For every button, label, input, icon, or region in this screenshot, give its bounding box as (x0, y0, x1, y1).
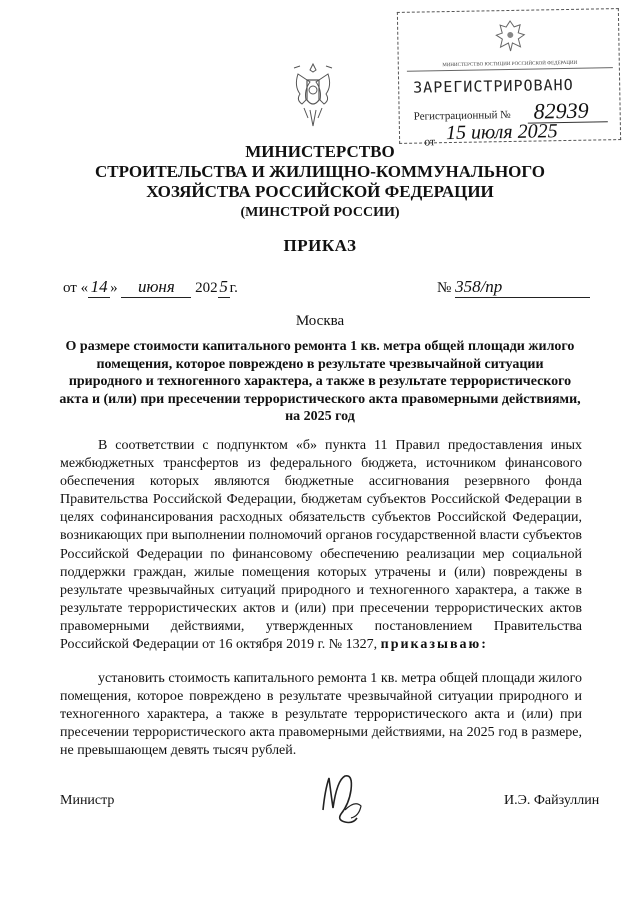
stamp-date-value: 15 июля 2025 (445, 120, 558, 145)
body-paragraph-1 (60, 437, 582, 654)
date-day: 14 (88, 277, 110, 298)
stamp-emblem-icon (488, 15, 533, 60)
date-month: июня (121, 277, 191, 298)
body-paragraph-2: установить стоимость капитального ремонта 1 кв. метра общей площади жилого помещения, которое повреждено в результате чрезвычайной ситуации природного и техногенного характера, а также в результате террористического акта и (или) при пресечении террористического акта правомерными действиями, на 2025 год в размере, не превышающем девять тысяч рублей. (60, 671, 582, 759)
ministry-name (0, 142, 640, 202)
handwritten-signature (315, 770, 375, 830)
stamp-header: МИНИСТЕРСТВО ЮСТИЦИИ РОССИЙСКОЙ ФЕДЕРАЦИИ (407, 59, 613, 72)
number-label: № (437, 280, 452, 296)
ministry-line-3: ХОЗЯЙСТВА РОССИЙСКОЙ ФЕДЕРАЦИИ (146, 182, 494, 201)
order-title: ПРИКАЗ (283, 236, 357, 255)
date-year-suffix: г. (229, 280, 238, 296)
stamp-regno-value: 82939 (533, 97, 589, 124)
date-quote-close: » (110, 280, 118, 296)
stamp-date-prefix: от (424, 134, 436, 149)
date-year-digit: 5 (219, 277, 228, 296)
stamp-regno-label: Регистрационный № (413, 108, 511, 123)
signatory-name: И.Э. Файзуллин (504, 793, 600, 808)
order-word: приказываю: (380, 637, 488, 653)
date-year-prefix: 202 (195, 280, 218, 296)
order-date (63, 277, 238, 298)
city: Москва (295, 313, 345, 329)
signatory-title: Министр (60, 793, 115, 808)
ministry-line-2: СТРОИТЕЛЬСТВА И ЖИЛИЩНО-КОММУНАЛЬНОГО (94, 162, 546, 181)
order-number (437, 277, 590, 298)
coat-of-arms-icon (290, 60, 336, 132)
ministry-short-name: (МИНСТРОЙ РОССИИ) (240, 205, 400, 220)
registration-stamp (397, 8, 621, 149)
date-prefix: от « (63, 280, 89, 296)
ministry-line-1: МИНИСТЕРСТВО (245, 142, 395, 161)
paragraph-1-text: В соответствии с подпунктом «б» пункта 11 Правил предоставления иных межбюджетных трансфертов из федерального бюджета, источником финансового обеспечения которых являются бюджетные ассигнования резервного фонда Правительства Российской Федерации, бюджетам субъектов Российской Федерации в целях софинансирования расходных обязательств субъектов Российской Федерации, возникающих при выполнении полномочий органов государственной власти субъектов Российской Федерации по финансовому обеспечению реализации мер социальной поддержки граждан, жилые помещения которых утрачены и (или) повреждены в результате чрезвычайных ситуаций природного и техногенного характера, а также в результате террористических актов и (или) при пресечении террористических актов правомерными действиями, утвержденных постановлением Правительства Российской Федерации от 16 октября 2019 г. № 1327, (60, 438, 582, 653)
stamp-registered-label: ЗАРЕГИСТРИРОВАНО (413, 75, 574, 97)
number-value: 358/пр (455, 277, 590, 298)
order-subject: О размере стоимости капитального ремонта 1 кв. метра общей площади жилого помещения, которое повреждено в результате чрезвычайной ситуации природного и техногенного характера, а также в результате террористического акта и (или) при пресечении террористического акта правомерными действиями, на 2025 год (59, 339, 581, 424)
